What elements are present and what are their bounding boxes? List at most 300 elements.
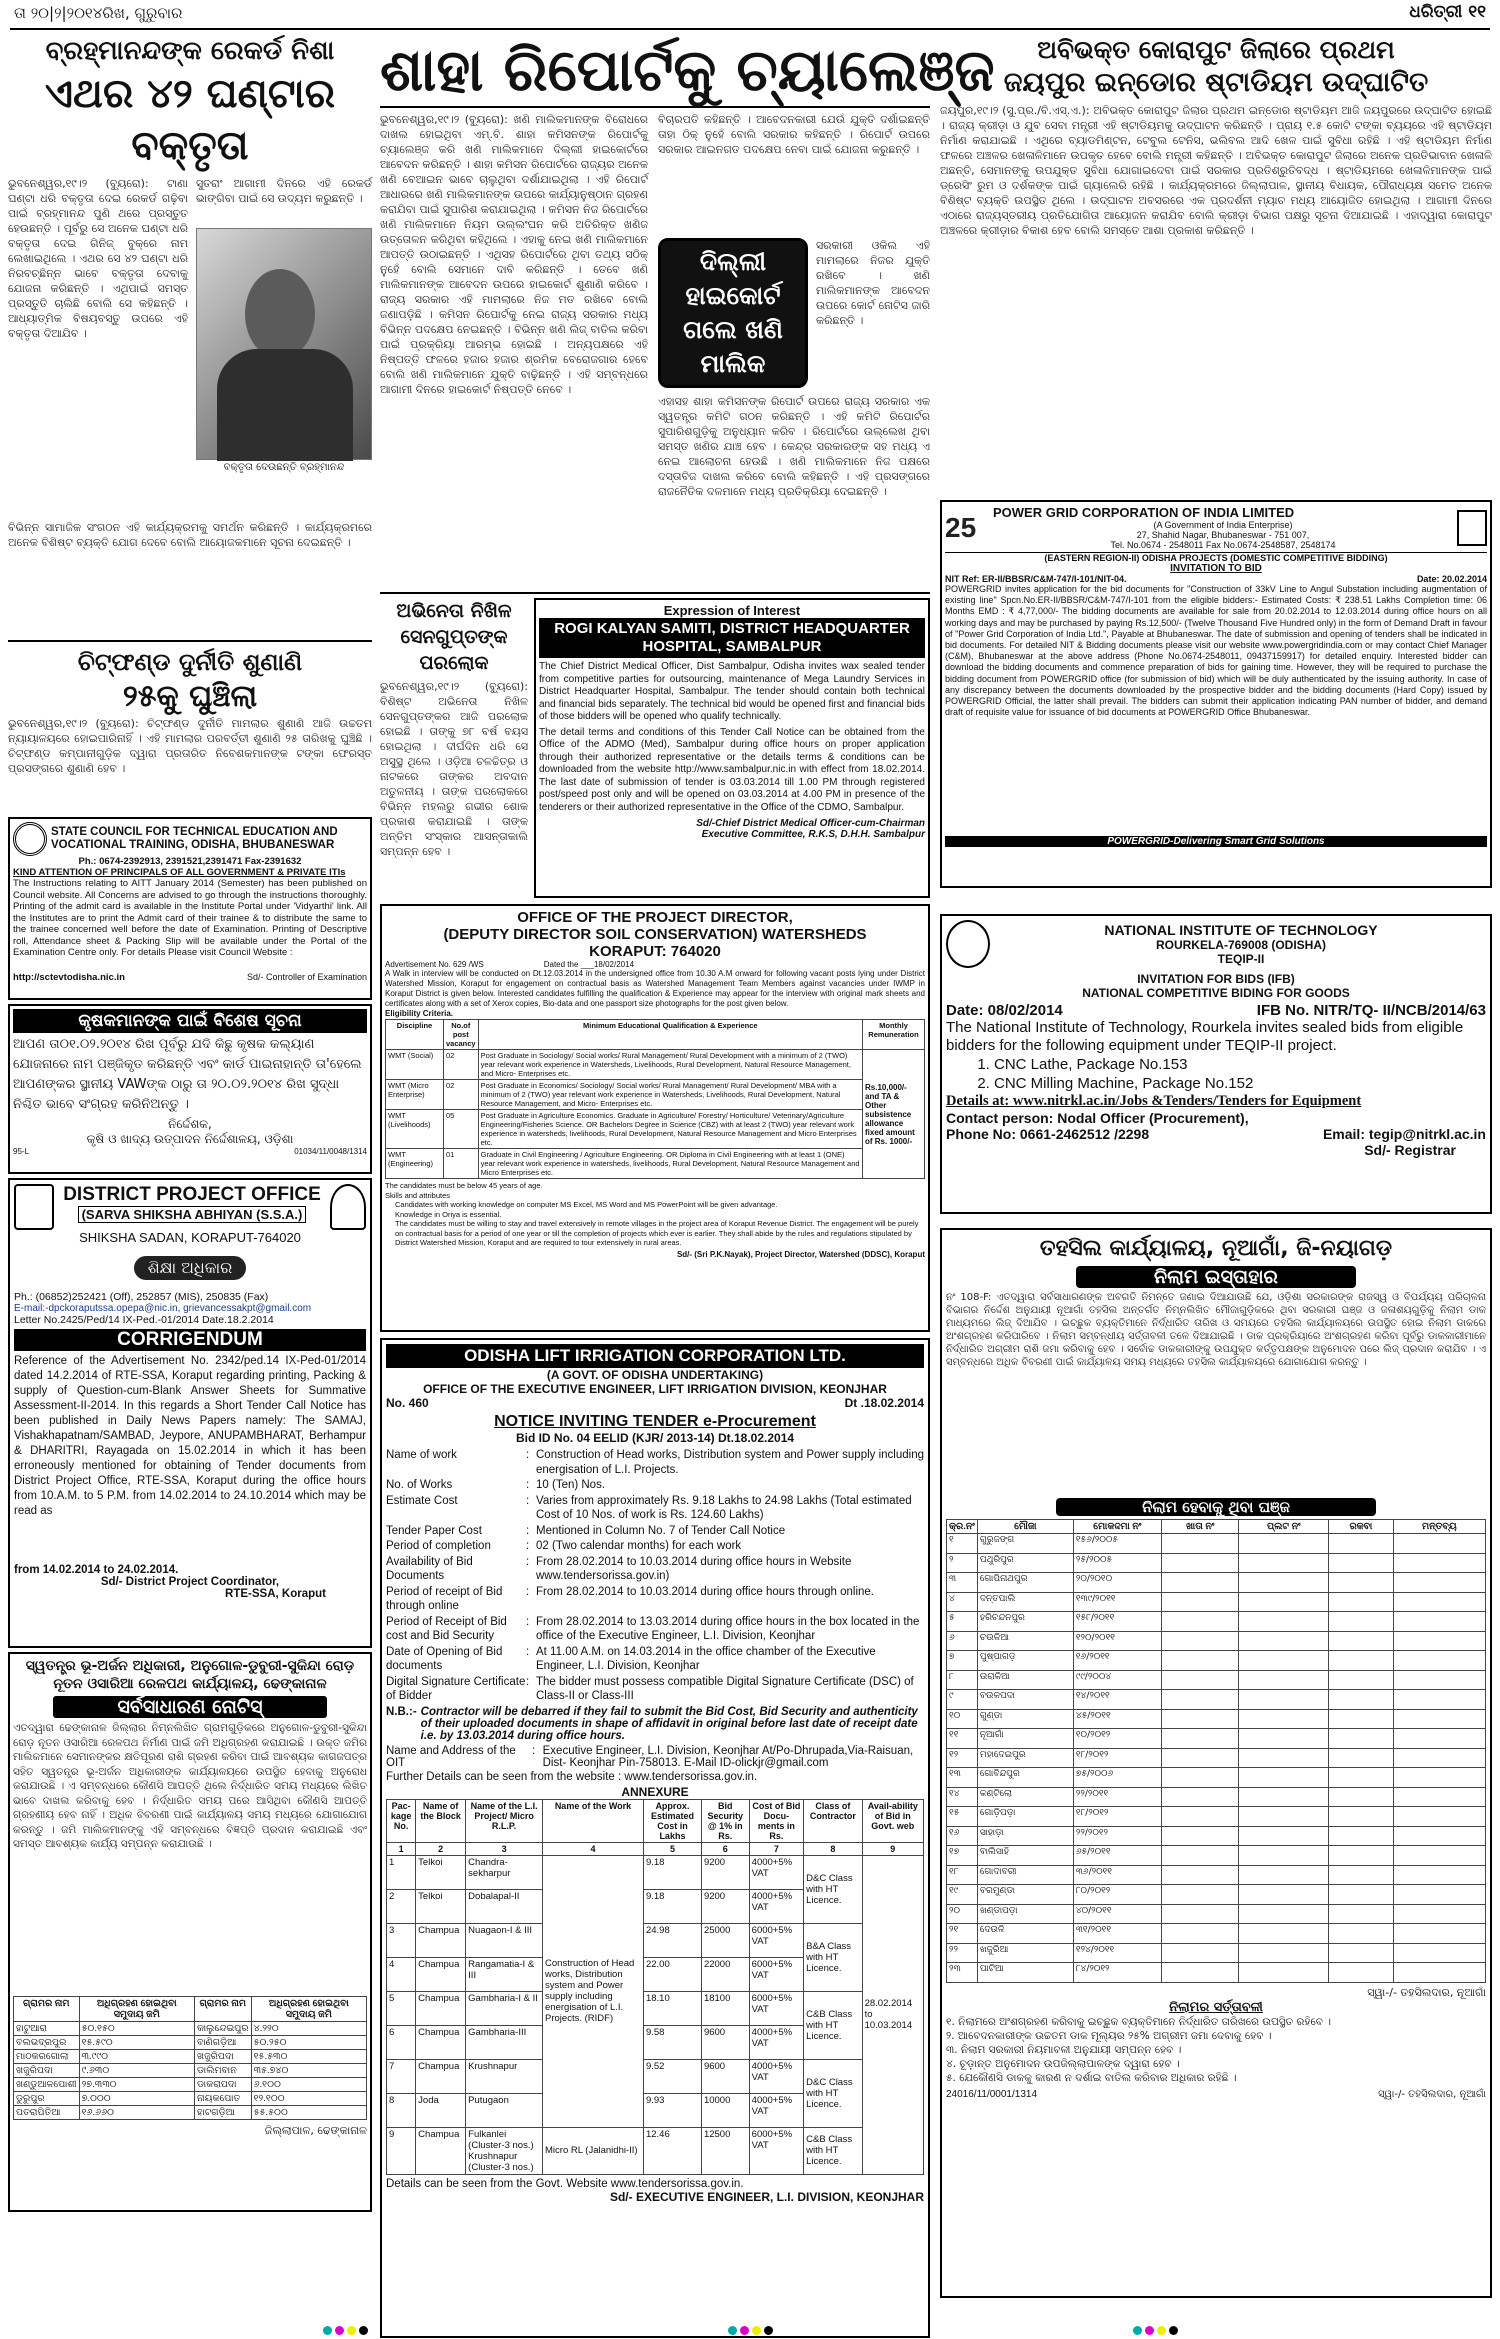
olic-th-num: 7: [749, 1842, 803, 1855]
tahasil-sign2: ସ୍ୱା-/- ତହସିଲଦାର, ନୂଆଗାଁ: [1378, 2088, 1486, 2100]
olic-field-row: [386, 1494, 924, 1523]
olic-field-label: Date of Opening of Bid documents: [386, 1645, 503, 1672]
tahasil-cell: ୬୫/୨୦୧୧: [1073, 1846, 1161, 1866]
land-cell: ଡୁରୁପୁର: [14, 2092, 80, 2106]
nit-sub: ROURKELA-769008 (ODISHA): [1155, 938, 1327, 952]
story-body-3: ବିଭିନ୍ନ ସାମାଜିକ ସଂଗଠନ ଏହି କାର୍ଯ୍ୟକ୍ରମକୁ ସମର୍ଥନ କରିଛନ୍ତି । କାର୍ଯ୍ୟକ୍ରମରେ ଅନେକ ବିଶିଷ୍ଟ ବ୍ୟକ୍ତି ଯୋଗ ଦେବେ ବୋଲି ଆୟୋଜକମାନେ ସୂଚନା ଦେଇଛନ୍ତି ।: [8, 521, 372, 549]
land-cell: ପତରାପିତିଆ: [14, 2106, 80, 2120]
tahasil-cell-empty: [1239, 1904, 1329, 1924]
tahasil-cell: ୨୩: [947, 1963, 978, 1983]
olic-field-row: [386, 1585, 924, 1614]
olic-th: Approx. Estimated Cost in Lakhs: [643, 1799, 701, 1842]
ws-note: Candidates with working knowledge on computer MS Excel, MS Word and MS PowerPoint will be given advantage.: [395, 1200, 778, 1209]
tahasil-cell-empty: [1329, 1592, 1394, 1612]
tahasil-cell-empty: [1161, 1651, 1239, 1671]
tahasil-cell-empty: [1329, 1787, 1394, 1807]
olic-field-sep: :: [526, 1645, 530, 1658]
olic-field-value: 10 (Ten) Nos.: [536, 1479, 606, 1491]
olic-cell: 22.00: [643, 1957, 701, 1991]
ad-rks-sambalpur: [534, 598, 930, 898]
tahasil-cell-empty: [1329, 1612, 1394, 1632]
olic-th-num: 3: [466, 1842, 543, 1855]
olic-cell: Rangamatia-I & III: [466, 1957, 543, 1991]
olic-cell: 22000: [701, 1957, 749, 1991]
tahasil-cell-empty: [1329, 1826, 1394, 1846]
olic-field-sep: :: [526, 1449, 530, 1461]
land-cell: ୫୦.୧୫୦: [79, 2022, 194, 2036]
lead-highlight-text: ଦିଲ୍ଲୀ ହାଇକୋର୍ଟ ଗଲେ ଖଣି ମାଲିକ: [683, 247, 783, 378]
tahasil-cell: ପାଟିଆ: [977, 1963, 1073, 1983]
tahasil-cell: ୯: [947, 1690, 978, 1710]
olic-th: Name of the Work: [543, 1799, 644, 1842]
tahasil-cell: ଦନ୍ତପାଲି: [977, 1592, 1073, 1612]
olic-cell: Champua: [416, 2025, 466, 2059]
olic-cell: Nuagaon-I & III: [466, 1923, 543, 1957]
land-row: [14, 2064, 367, 2078]
tahasil-cell: ସାହାଡ଼ା: [977, 1826, 1073, 1846]
lead-headline: ଶାହା ରିପୋର୍ଟକୁ ଚ୍ୟାଲେଞ୍ଜ: [380, 34, 930, 108]
pgcil-tagline: POWERGRID-Delivering Smart Grid Solutions: [945, 836, 1487, 847]
tahasil-cell-empty: [1393, 1787, 1485, 1807]
olic-row: [387, 1855, 924, 1889]
tahasil-cell: ୧୪/୨୦୧୧: [1073, 1690, 1161, 1710]
ws-th: Minimum Educational Qualification & Experience: [478, 1020, 862, 1050]
ws-note: Skills and attributes: [385, 1190, 451, 1200]
tahasil-cell: ୧୯: [947, 1885, 978, 1905]
olic-cell: Dobalapal-II: [466, 1889, 543, 1923]
land-row: [14, 2050, 367, 2064]
tahasil-cell: ୭୫/୨୦୦୬: [1073, 1768, 1161, 1788]
olic-cell: Champua: [416, 1991, 466, 2025]
pgcil-name: POWER GRID CORPORATION OF INDIA LIMITED: [993, 505, 1295, 520]
tahasil-cell: ୨୨/୨୦୧୨: [1073, 1826, 1161, 1846]
land-row: [14, 2036, 367, 2050]
print-registration-strip: [0, 2326, 1500, 2336]
tahasil-cell-empty: [1393, 1904, 1485, 1924]
land-cell: ୪.୨୨୦: [251, 2022, 366, 2036]
olic-th-num: 6: [701, 1842, 749, 1855]
tahasil-cell: ୩୬/୨୦୧୧: [1073, 1865, 1161, 1885]
tahasil-table: [946, 1519, 1486, 1983]
tahasil-cell: ୨୦: [947, 1904, 978, 1924]
tahasil-cell: ଗୁଣ୍ଡା: [977, 1709, 1073, 1729]
tahasil-cell-empty: [1239, 1826, 1329, 1846]
ws-adv: Advertisement No. 629 /WS: [385, 960, 484, 969]
pgcil-25-logo-icon: 25: [945, 511, 977, 543]
dpo-sub: (SARVA SHIKSHA ABHIYAN (S.S.A.): [78, 1206, 307, 1223]
olic-cell: 9600: [701, 2025, 749, 2059]
ws-cell: 02: [444, 1050, 479, 1080]
tahasil-cell-empty: [1393, 1729, 1485, 1749]
tahasil-body: ନଂ 108-F: ଏତଦ୍ୱାରା ସର୍ବସାଧାରଣଙ୍କ ଅବଗତି ନିମନ୍ତେ ଜଣାଇ ଦିଆଯାଉଛି ଯେ, ଓଡ଼ିଶା ସରକାରଙ୍କ ରାଜସ୍ୱ ଓ ବିପର୍ଯ୍ୟୟ ପରିଚାଳନା ବିଭାଗର ନିର୍ଦ୍ଦେଶ ଅନୁଯାୟୀ ନୂଆଗାଁ ତହସିଲ ଅନ୍ତର୍ଗତ ନିମ୍ନଲିଖିତ ମୌଜାଗୁଡ଼ିକରେ ଥିବା ସରକାରୀ ଘଞ୍ଜ ଓ ଜଳାଶୟଗୁଡ଼ିକୁ ନିଲାମ ଡାକ ମାଧ୍ୟମରେ ଲିଜ୍ ଦିଆଯିବ । ଇଚ୍ଛୁକ ବ୍ୟକ୍ତିମାନେ ନିର୍ଦ୍ଧାରିତ ତାରିଖ ଓ ସମୟରେ ତହସିଲ କାର୍ଯ୍ୟାଳୟରେ ଉପସ୍ଥିତ ହୋଇ ନିଲାମ ଡାକରେ ଅଂଶଗ୍ରହଣ କରିପାରିବେ । ନିଲାମ ସମ୍ବନ୍ଧୀୟ ସର୍ତ୍ତାବଳୀ ତଳେ ଦିଆଯାଇଛି । ଡାକ ପ୍ରକ୍ରିୟାରେ ଅଂଶଗ୍ରହଣ କରିବା ପୂର୍ବରୁ ଡାକକାରୀମାନେ ନିର୍ଦ୍ଧାରିତ ଅଗ୍ରୀମ ରାଶି ଜମା କରିବାକୁ ହେବ । ସର୍ବୋଚ୍ଚ ଡାକକାରୀଙ୍କୁ ଉପଯୁକ୍ତ କର୍ତ୍ତୃପକ୍ଷଙ୍କ ଅନୁମୋଦନ ପରେ ଲିଜ୍ ପ୍ରଦାନ କରାଯିବ । ଏ ସମ୍ବନ୍ଧରେ ଅଧିକ ବିବରଣୀ ପାଇଁ କାର୍ଯ୍ୟାଳୟ ସମୟ ମଧ୍ୟରେ ତହସିଲ କାର୍ଯ୍ୟାଳୟରେ ଯୋଗାଯୋଗ କରନ୍ତୁ ।: [946, 1292, 1486, 1368]
tahasil-cell: ୨୨/୨୦୧୧: [1073, 1787, 1161, 1807]
tahasil-cell-empty: [1329, 1651, 1394, 1671]
ad-farmer-notice: [8, 1004, 372, 1174]
rks-p2: The detail terms and conditions of this Tender Call Notice can be obtained from the Office of the ADMO (Med), Sambalpur during office hours on proper application through their authorized representative or the details terms & conditions can be downloaded from the website http://www.sambalpur.nic.in with effect from 18.02.2014. The last date of submission of tender is 03.03.2014 till 1.00 PM through registered post/speed post only and will be opened on 03.03.2014 at 4.00 PM in presence of the tenderers or their authorized representative in the Office of the CDMO, Sambalpur.: [539, 726, 925, 813]
tahasil-row: [947, 1768, 1486, 1788]
olic-row: [387, 1991, 924, 2025]
olic-cell: 24.98: [643, 1923, 701, 1957]
pgcil-tel: Tel. No.0674 - 2548011 Fax No.0674-2548587, 2548174: [1110, 540, 1336, 550]
olic-cell: Champua: [416, 1923, 466, 1957]
land-cell: ୫୫.୫୦୦: [251, 2106, 366, 2120]
story-body-2: ସୁତରାଂ ଆଗାମୀ ଦିନରେ ଏହି ରେକର୍ଡ ଭାଙ୍ଗିବା ପାଇଁ ସେ ଉଦ୍ୟମ କରୁଛନ୍ତି ।: [196, 177, 372, 205]
nit-date: Date: 08/02/2014: [946, 1002, 1063, 1019]
tahasil-terms: [946, 2015, 1486, 2085]
tahasil-cell: ୧୫୬/୨୦୦୫: [1073, 1534, 1161, 1554]
olic-th: Pac-kage No.: [387, 1799, 416, 1842]
olic-field-value: The bidder must possess compatible Digital Signature Certificate (DSC) of Class-II or Class-III: [536, 1675, 914, 1702]
olic-cell: Champua: [416, 1957, 466, 1991]
tahasil-cell-empty: [1239, 1553, 1329, 1573]
nit-logo-icon: [946, 920, 990, 968]
olic-row: [387, 1923, 924, 1957]
tahasil-cell: ୨: [947, 1553, 978, 1573]
ws-row: [386, 1080, 925, 1110]
tahasil-cell-empty: [1393, 1631, 1485, 1651]
pgcil-itb: INVITATION TO BID: [1170, 563, 1262, 574]
tahasil-cell: ୨୦/୨୦୧୦: [1073, 1573, 1161, 1593]
tahasil-cell-empty: [1239, 1592, 1329, 1612]
tahasil-cell-empty: [1329, 1768, 1394, 1788]
tahasil-row: [947, 1709, 1486, 1729]
tahasil-cell: ହରିଚନ୍ଦନପୁର: [977, 1612, 1073, 1632]
olic-class-cell: D&C Class with HT Licence.: [804, 1855, 862, 1923]
tahasil-th: ରକବା: [1329, 1520, 1394, 1534]
corrigendum-sign2: RTE-SSA, Koraput: [225, 1588, 326, 1600]
tahasil-cell-empty: [1239, 1573, 1329, 1593]
tahasil-cell-empty: [1393, 1885, 1485, 1905]
tahasil-th: କ୍ର.ନଂ: [947, 1520, 978, 1534]
land-row: [14, 2078, 367, 2092]
land-sign: ଜିଲ୍ଲାପାଳ, ଢେଙ୍କାନାଳ: [264, 2124, 367, 2137]
corrigendum-read-as: from 14.02.2014 to 24.02.2014.: [14, 1564, 179, 1576]
ad-nit-rourkela: [940, 914, 1492, 1214]
tahasil-cell: ଚଉଳିଆ: [977, 1631, 1073, 1651]
ws-cell: Post Graduate in Agriculture Economics. Graduate in Agriculture/ Forestry/ Horticulture/ Veterinary/Agriculture Engineering/Fisheries Science. OR Bachelors Degree in Science (CBZ) with at least 2 (TWO) year relevant work experience in watersheds, livelihoods, Rural Development, Natural Resource Management and Micro Enterprises etc.: [478, 1110, 862, 1149]
rks-label: Expression of Interest: [663, 603, 801, 618]
olic-cell: Gambharia-I & II: [466, 1991, 543, 2025]
tahasil-cell: ୮: [947, 1670, 978, 1690]
tahasil-cell-empty: [1329, 1573, 1394, 1593]
tahasil-cell-empty: [1393, 1826, 1485, 1846]
olic-cell: 9.52: [643, 2059, 701, 2093]
story-body: ଭୁବନେଶ୍ୱର,୧୯।୨ (ବ୍ୟୁରୋ): ବିଶିଷ୍ଟ ଅଭିନେତା ନିଖିଳ ସେନଗୁପ୍ତଙ୍କର ଆଜି ପରଲୋକ ହୋଇଛି । ତାଙ୍କୁ ୭୮ ବର୍ଷ ବୟସ ହୋଇଥିଲା । ଦୀର୍ଘଦିନ ଧରି ସେ ଅସୁସ୍ଥ ଥିଲେ । ଓଡ଼ିଆ ଚଳଚ୍ଚିତ୍ର ଓ ନାଟକରେ ତାଙ୍କର ଅବଦାନ ଅତୁଳନୀୟ । ତାଙ୍କ ପରଲୋକରେ ବିଭିନ୍ନ ମହଲରୁ ଗଭୀର ଶୋକ ପ୍ରକାଶ କରାଯାଇଛି । ତାଙ୍କ ଅନ୍ତିମ ସଂସ୍କାର ଆସନ୍ତାକାଲି ସମ୍ପନ୍ନ ହେବ ।: [380, 680, 528, 858]
olic-cell: 6: [387, 2025, 416, 2059]
tahasil-cell: ୯୯/୨୦୦୪: [1073, 1670, 1161, 1690]
olic-cell: 9.93: [643, 2093, 701, 2127]
land-cell: ୧୫.୫୩୦: [251, 2050, 366, 2064]
land-cell: ନାୟକପୋତ: [194, 2092, 251, 2106]
tahasil-th: ମନ୍ତବ୍ୟ: [1393, 1520, 1485, 1534]
olic-cell: 4000+5% VAT: [749, 2059, 803, 2093]
corrigendum-body: Reference of the Advertisement No. 2342/ped.14 IX-Ped-01/2014 dated 14.2.2014 of RTE-SSA, Koraput regarding printing, Packing & supply of Question-cum-Blank Answer Sheets for Summative Assessment-II-2014. In this regards a Short Tender Call Notice has been published in Daily News Papers namely: The SAMAJ, Vishakhapatnam/SAMBAD, Jeypore, ANUPAMBHARAT, Berhampur & DHARITRI, Rayagada on 15.02.2014 in which it has been erroneously mentioned for obtaining of Tender documents from District Project Office, RTE-SSA, Koraput during the office hours from 10.A.M. to 5 P.M. from 14.02.2014 to 24.10.2014 which may be read as: [14, 1355, 366, 1517]
tahasil-cell: ଖଜୁରିଆ: [977, 1943, 1073, 1963]
tahasil-cell-empty: [1239, 1690, 1329, 1710]
olic-th: Bid Security @ 1% in Rs.: [701, 1799, 749, 1842]
rks-sign2: Executive Committee, R.K.S, D.H.H. Sambalpur: [701, 829, 925, 840]
rks-title: ROGI KALYAN SAMITI, DISTRICT HEADQUARTER HOSPITAL, SAMBALPUR: [539, 618, 925, 658]
tahasil-title: ତହସିଲ କାର୍ଯ୍ୟାଳୟ, ନୂଆଗାଁ, ଜି-ନୟାଗଡ଼: [1039, 1236, 1393, 1261]
tahasil-row: [947, 1612, 1486, 1632]
sctevt-phone: Ph.: 0674-2392913, 2391521,2391471 Fax-2391632: [78, 856, 302, 867]
tahasil-row: [947, 1826, 1486, 1846]
tahasil-cell: ବରମୁଣ୍ଡା: [977, 1885, 1073, 1905]
land-cell: ୧୨.୧୦୦: [251, 2092, 366, 2106]
tahasil-cell-empty: [1239, 1924, 1329, 1944]
masthead-page: ଧରିତ୍ରୀ ୧୧: [1409, 2, 1486, 22]
ws-table: [385, 1019, 925, 1179]
tahasil-cell: ୧୩୯/୨୦୧୧: [1073, 1592, 1161, 1612]
dpo-email: E-mail:-dpckoraputssa.opepa@nic.in, grievancessakpt@gmail.com: [14, 1303, 312, 1314]
tahasil-row: [947, 1807, 1486, 1827]
nit-ncb: NATIONAL COMPETITIVE BIDING FOR GOODS: [1082, 986, 1350, 1000]
tahasil-cell-empty: [1393, 1534, 1485, 1554]
story-kicker: ବ୍ରହ୍ମାନନ୍ଦଙ୍କ ରେକର୍ଡ ନିଶା: [45, 36, 335, 66]
olic-field-row: [386, 1539, 924, 1554]
olic-field-label: Period of receipt of Bid through online: [386, 1585, 503, 1612]
olic-cell: 9: [387, 2127, 416, 2174]
tahasil-cell: ୪: [947, 1592, 978, 1612]
story-chitfund: [8, 642, 372, 817]
tahasil-cell-empty: [1329, 1631, 1394, 1651]
tahasil-cell-empty: [1239, 1807, 1329, 1827]
tahasil-cell: ୨୧: [947, 1924, 978, 1944]
tahasil-row: [947, 1534, 1486, 1554]
olic-office: OFFICE OF THE EXECUTIVE ENGINEER, LIFT IRRIGATION DIVISION, KEONJHAR: [423, 1382, 887, 1396]
olic-cell: Joda: [416, 2093, 466, 2127]
tahasil-term: ୩. ନିଲାମ ସରକାରୀ ନିୟମାବଳୀ ଅନୁଯାୟୀ ସମ୍ପନ୍ନ ହେବ ।: [946, 2043, 1182, 2056]
olic-th: Cost of Bid Docu-ments in Rs.: [749, 1799, 803, 1842]
tahasil-cell: ୪୦/୨୦୧୧: [1073, 1904, 1161, 1924]
farmer-notice-sign1: ନିର୍ଦ୍ଦେଶକ,: [168, 1117, 212, 1131]
olic-cell: Chandra-sekharpur: [466, 1855, 543, 1889]
story-body: ଭୁବନେଶ୍ୱର,୧୯।୨ (ବ୍ୟୁରୋ): ଚିଟ୍‌ଫଣ୍ଡ ଦୁର୍ନୀତି ମାମଲାର ଶୁଣାଣି ଆଜି ଉଚ୍ଚତମ ନ୍ୟାୟାଳୟରେ ହୋଇପାରିନାହିଁ । ଏହି ମାମଲାର ପରବର୍ତ୍ତୀ ଶୁଣାଣି ୨୫ ତାରିଖକୁ ଘୁଞ୍ଚିଛି । ଚିଟ୍‌ଫଣ୍ଡ କମ୍ପାନୀଗୁଡ଼ିକ ଦ୍ୱାରା ପ୍ରତାରିତ ନିବେଶକମାନଙ୍କ ଟଙ୍କା ଫେରସ୍ତ ପ୍ରସଙ୍ଗରେ ଶୁଣାଣି ହେବ ।: [8, 717, 372, 775]
ws-note: The candidates must be willing to stay and travel extensively in remote villages in the project area of Koraput Revenue District. The engagement will be purely on contractual basis for a period of one year or till the completion of projects which ever is earlier. They shall abide by the rules and regulations stipulated by District Watershed Mission, Koraput and are required to tour extensively in rural areas.: [395, 1219, 919, 1247]
ws-notes: [385, 1181, 925, 1248]
olic-cell: 12.46: [643, 2127, 701, 2174]
nit-email[interactable]: Email: tegip@nitrkl.ac.in: [1322, 1126, 1486, 1142]
column-left: [8, 34, 372, 2314]
tahasil-cell: ୧୮: [947, 1865, 978, 1885]
olic-cell: 10000: [701, 2093, 749, 2127]
masthead-date: ତା ୨୦|୨|୨୦୧୪ରିଖ, ଗୁରୁବାର: [14, 4, 183, 22]
land-th: ଗ୍ରାମର ନାମ: [194, 1997, 251, 2022]
land-cell: ୧୬.୬୬୦: [79, 2106, 194, 2120]
tahasil-cell: ୪୫/୨୦୧୧: [1073, 1709, 1161, 1729]
tahasil-cell-empty: [1161, 1573, 1239, 1593]
olic-field-value: Varies from approximately Rs. 9.18 Lakhs to 24.98 Lakhs (Total estimated Cost of 10 Nos. of work is Rs. 124.60 Lakhs): [536, 1494, 912, 1521]
tahasil-cell-empty: [1393, 1553, 1485, 1573]
olic-field-sep: :: [526, 1555, 530, 1568]
olic-cell: 12500: [701, 2127, 749, 2174]
tahasil-cell: ୧୦/୨୦୧୨: [1073, 1729, 1161, 1749]
nit-ifbno: IFB No. NITR/TQ- II/NCB/2014/63: [1256, 1002, 1486, 1019]
land-cell: ଖଜୁରିପଦା: [14, 2064, 80, 2078]
land-cell: ଡାକରାପଦା: [194, 2078, 251, 2092]
tahasil-cell: କଣ୍ଟିଲୋ: [977, 1787, 1073, 1807]
ws-th: Discipline: [386, 1020, 444, 1050]
olic-th: Class of Contractor: [804, 1799, 862, 1842]
olic-field-row: [386, 1524, 924, 1539]
olic-field-label: Period of Receipt of Bid cost and Bid Security: [386, 1615, 507, 1642]
land-cell: ୧୫.୫୯୦: [79, 2036, 194, 2050]
olic-dt: Dt .18.02.2014: [844, 1396, 924, 1410]
tahasil-cell-empty: [1239, 1670, 1329, 1690]
olic-cell: Telkoi: [416, 1855, 466, 1889]
ws-cell: WMT (Micro Enterprise): [386, 1080, 444, 1110]
nit-item: 2. CNC Milling Machine, Package No.152: [994, 1074, 1486, 1093]
olic-work-cell: Construction of Head works, Distribution system and Power supply including energisation of L.I. Projects. (RIDF): [543, 1855, 644, 2127]
land-cell: ଡାଲିମବାନ: [194, 2064, 251, 2078]
tahasil-cell-empty: [1329, 1670, 1394, 1690]
tahasil-cell-empty: [1329, 1729, 1394, 1749]
photo-caption: ବକ୍ତୃତା ଦେଉଛନ୍ତି ବ୍ରହ୍ମାନନ୍ଦ: [223, 462, 345, 473]
olic-cell: 9200: [701, 1889, 749, 1923]
nit-body: The National Institute of Technology, Rourkela invites sealed bids from eligible bidders for the following equipment under TEQIP-II project.: [946, 1019, 1464, 1054]
story-kicker: ଅବିଭକ୍ତ କୋରାପୁଟ ଜିଲାରେ ପ୍ରଥମ: [1037, 35, 1395, 64]
ws-t2: (DEPUTY DIRECTOR SOIL CONSERVATION) WATERSHEDS: [443, 926, 867, 943]
tahasil-sign: ସ୍ୱା-/- ତହସିଲଦାର, ନୂଆଗାଁ: [1367, 1985, 1486, 1999]
olic-fields: [386, 1448, 924, 1704]
rks-sign1: Sd/-Chief District Medical Officer-cum-Chairman: [696, 818, 925, 829]
olic-field-label: Tender Paper Cost: [386, 1524, 482, 1537]
tahasil-cell: ୧୩: [947, 1768, 978, 1788]
olic-cell: 18.10: [643, 1991, 701, 2025]
tahasil-cell-empty: [1239, 1865, 1329, 1885]
land-cell: ୭.୦୦୦: [79, 2092, 194, 2106]
ws-cell: 05: [444, 1110, 479, 1149]
olic-sign: Sd/- EXECUTIVE ENGINEER, L.I. DIVISION, KEONJHAR: [609, 2189, 924, 2204]
tahasil-cell-empty: [1161, 1534, 1239, 1554]
tahasil-row: [947, 1885, 1486, 1905]
olic-cell: 2: [387, 1889, 416, 1923]
tahasil-th: ପ୍ଲଟ ନଂ: [1239, 1520, 1329, 1534]
dpo-address: SHIKSHA SADAN, KORAPUT-764020: [79, 1230, 301, 1245]
tahasil-cell: ୧: [947, 1534, 978, 1554]
olic-cell: 25000: [701, 1923, 749, 1957]
sctevt-url[interactable]: http://sctevtodisha.nic.in: [13, 972, 125, 983]
tahasil-cell: ୮୪/୨୦୧୨: [1073, 1963, 1161, 1983]
tahasil-row: [947, 1943, 1486, 1963]
tahasil-cell-empty: [1161, 1768, 1239, 1788]
olic-cell: 9.18: [643, 1889, 701, 1923]
tahasil-term: ୫. ଯେକୌଣସି ଡାକକୁ କାରଣ ନ ଦର୍ଶାଇ ବାତିଲ କରିବାର ଅଧିକାର ରହିଛି ।: [946, 2071, 1237, 2084]
tahasil-cell: ୬: [947, 1631, 978, 1651]
tahasil-cell: ୧୧: [947, 1729, 978, 1749]
column-right: [940, 34, 1492, 2314]
olic-sub: (A GOVT. OF ODISHA UNDERTAKING): [546, 1368, 764, 1382]
tahasil-cell-empty: [1329, 1885, 1394, 1905]
olic-field-sep: :: [526, 1585, 530, 1598]
lead-body-2: ବିଚାରପତି କହିଛନ୍ତି । ଆବେଦନକାରୀ ଯେଉଁ ଯୁକ୍ତି ଦର୍ଶାଇଛନ୍ତି ତାହା ଠିକ୍ ନୁହେଁ ବୋଲି ସରକାର କହିଛନ୍ତି । ରିପୋର୍ଟ ଉପରେ ସରକାର ଆଇନଗତ ପଦକ୍ଷେପ ନେବା ପାଇଁ ଯୋଜନା କରୁଛନ୍ତି ।: [658, 113, 930, 156]
land-cell: ଖଣ୍ଡୁଆଳପୋଶୀ: [14, 2078, 80, 2092]
tahasil-cell-empty: [1329, 1748, 1394, 1768]
pgcil-nit: NIT Ref: ER-II/BBSR/C&M-747/I-101/NIT-04.: [945, 574, 1127, 584]
pgcil-addr: 27, Shahid Nagar, Bhubaneswar - 751 007,: [1136, 530, 1310, 540]
tahasil-row: [947, 1924, 1486, 1944]
tahasil-cell-empty: [1239, 1651, 1329, 1671]
ws-row: [386, 1149, 925, 1179]
tahasil-row: [947, 1904, 1486, 1924]
tahasil-terms-title: ନିଲାମର ସର୍ତ୍ତାବଳୀ: [1169, 1999, 1263, 2015]
tahasil-row: [947, 1631, 1486, 1651]
olic-addr: Executive Engineer, L.I. Division, Keonjhar At/Po-Dhrupada,Via-Raisuan, Dist- Keonjhar Pin-758013. E-Mail ID-olickjr@gmail.com: [542, 1744, 914, 1769]
story-nikhil: [380, 598, 528, 898]
tahasil-cell-empty: [1329, 1846, 1394, 1866]
dpo-title: DISTRICT PROJECT OFFICE: [63, 1184, 321, 1205]
tahasil-cell-empty: [1239, 1885, 1329, 1905]
tahasil-cell: ବାଲିସାହି: [977, 1846, 1073, 1866]
tahasil-cell-empty: [1329, 1807, 1394, 1827]
ws-pay-cell: Rs.10,000/- and TA & Other subsistence allowance fixed amount of Rs. 1000/-: [863, 1050, 925, 1179]
tahasil-cell-empty: [1393, 1573, 1485, 1593]
corrigendum-sign1: Sd/- District Project Coordinator,: [100, 1576, 280, 1588]
sctevt-body: The Instructions relating to AITT January 2014 (Semester) has been published on Council website. All Concerns are advised to go through the instructions thoroughly. Printing of the admit card is available in the Institute Portal under 'Vidyarthi' link. All the Institutes are to print the Admit card of their trainee & to distribute the same to the trainee concerned well before the date of Examination. Printing of Descriptive roll, Attendance sheet & Packing Slip will be available under the Portal of the Examination Centre only. For details Please visit Council Website :: [13, 878, 367, 958]
tahasil-cell: ନୂଆଗାଁ: [977, 1729, 1073, 1749]
olic-th: Avail-ability of Bid in Govt. web: [862, 1799, 923, 1842]
nit-item: 1. CNC Lathe, Package No.153: [994, 1055, 1486, 1074]
olic-field-row: [386, 1478, 924, 1493]
olic-cell: 6000+5% VAT: [749, 1923, 803, 1957]
pgcil-date: Date: 20.02.2014: [1416, 574, 1487, 584]
tahasil-cell: ପଥୁରିପୁର: [977, 1553, 1073, 1573]
story-headline: ଏଥର ୪୨ ଘଣ୍ଟାର ବକ୍ତୃତା: [44, 71, 336, 169]
sctevt-title: STATE COUNCIL FOR TECHNICAL EDUCATION AND VOCATIONAL TRAINING, ODISHA, BHUBANESWAR: [51, 826, 338, 851]
tahasil-cell-empty: [1161, 1670, 1239, 1690]
tahasil-cell: ୧୪: [947, 1787, 978, 1807]
tahasil-cell: ୩୧/୨୦୧୧: [1073, 1924, 1161, 1944]
tahasil-cell-empty: [1393, 1807, 1485, 1827]
ws-cell: WMT (Engineering): [386, 1149, 444, 1179]
land-row: [14, 2092, 367, 2106]
olic-field-value: Construction of Head works, Distribution system and Power supply including energisation of L.I. Projects.: [536, 1449, 924, 1476]
olic-nb-label: N.B.:-: [386, 1705, 417, 1718]
tahasil-cell-empty: [1239, 1612, 1329, 1632]
olic-cell: 18100: [701, 1991, 749, 2025]
tahasil-cell-empty: [1161, 1553, 1239, 1573]
tahasil-cell-empty: [1161, 1807, 1239, 1827]
tahasil-cell-empty: [1161, 1943, 1239, 1963]
tahasil-cell-empty: [1161, 1729, 1239, 1749]
tahasil-cell: ୫: [947, 1612, 978, 1632]
land-cell: ୯.୬୩୦: [79, 2064, 194, 2078]
land-cell: ହାଟଗଡ଼ିଆ: [194, 2106, 251, 2120]
olic-cell: 9.18: [643, 1855, 701, 1889]
tahasil-cell: ୧୨: [947, 1748, 978, 1768]
ws-row: [386, 1110, 925, 1149]
nit-details[interactable]: Details at: www.nitrkl.ac.in/Jobs &Tenders/Tenders for Equipment: [946, 1093, 1362, 1109]
olic-cell: Putugaon: [466, 2093, 543, 2127]
olic-header-row: [387, 1799, 924, 1842]
masthead-rule: [10, 28, 1490, 30]
olic-th-num: 9: [862, 1842, 923, 1855]
ad-olic-keonjhar: ODISHA LIFT IRRIGATION CORPORATION LTD. (A GOVT. OF ODISHA UNDERTAKING) OFFICE OF THE EXECUTIVE ENGINEER, LIFT IRRIGATION DIVISION, KEONJHAR No. 460 Dt .18.02.2014 NOTICE INVITING TENDER e-Procurement Bid ID No. 04 EELID (KJR/ 2013-14) Dt.18.02.2014 Name of work : Construction of Head works, Distribution system and Power supply including energisation of L.I. Projects. No. of Works : 10 (Ten) Nos. Estimate Cost : Varies from approximately Rs. 9.18 Lakhs to 24.98 Lakhs (Total estimated Cost of 10 Nos. of work is Rs. 124.60 Lakhs) Tender Paper Cost : Mentioned in Column No. 7 of Tender Call Notice Period of completion : 02 (Two calendar months) for each work Availability of Bid Documents : From 28.02.2014 to 10.03.2014 during office hours in Website www.tendersorissa.gov.in) Period of receipt of Bid through online : From 28.02.2014 to 10.03.2014 during office hours through online. Period of Receipt of Bid cost and Bid Security : From 28.02.2014 to 13.03.2014 during office hours in the box located in the office of the Executive Engineer, L.I. Division, Keonjhar Date of Opening of Bid documents : At 11.00 A.M. on 14.03.2014 in the office chamber of the Executive Engineer, L.I. Division, Keonjhar Digital Signature Certificate of Bidder : The bidder must possess compatible Digital Signature Certificate (DSC) of Class-II or Class-III N.B.:- Contractor will be debarred if they fail to submit the Bid Cost, Bid Security and authenticity of their uploaded documents in shape of affidavit in original before last date of receipt date i.e. by 13.03.2014 during office hours. Name and Address of the OIT : Executive Engineer, L.I. Division, Keonjhar At/Po-Dhrupada,Via-Raisuan, Dist- Keonjhar Pin-758013. E-Mail ID-olickjr@gmail.com Further Details can be seen from the website : www.tendersorissa.gov.in. ANNEXURE Pac-kage No. Name of the Block Name of the L.I. Project/ Micro R.L.P. Name of the Work Approx. Estimated Cost in Lakhs Bid Security @ 1% in Rs. Cost of Bid Docu-ments in Rs. Class of Contractor Avail-ability of Bid in Govt. web 1 2 3 4 5 6 7 8 9 1 Telkoi Chandra-sekharpur Construction of Head works, Distribution system and Power supply including energisation of L.I. Projects. (RIDF) 9.18 9200 4000+5% VAT D&C Class with HT Licence. 28.02.2014 to 10.03.2014 2 Telkoi Dobalapal-II 9.18 9200 4000+5% VAT 3 Champua Nuagaon-I & III 24.98 25000 6000+5% VAT B&A Class with HT Licence. 4 Champua Rangamatia-I & III 22.00 22000 6000+5% VAT 5 Champua Gambharia-I & II 18.10 18100 6000+5% VAT C&B Class with HT Licence. 6 Champua Gambharia-III 9.58 9600 4000+5% VAT 7 Champua Krushnapur 9.52 9600 4000+5% VAT D&C Class with HT Licence. 8 Joda Putugaon 9.93 10000 4000+5% VAT 9 Champua Fulkanlei (Cluster-3 nos.) Krushnapur (Cluster-3 nos.) Micro RL (Jalanidhi-II) 12.46 12500 6000+5% VAT C&B Class with HT Licence. Details can be seen from the Govt. Website www.tendersorissa.gov.in. Sd/- EXECUTIVE ENGINEER, L.I. DIVISION, KEONJHAR: [380, 1338, 930, 2338]
tahasil-cell-empty: [1161, 1709, 1239, 1729]
tahasil-cell-empty: [1239, 1534, 1329, 1554]
farmer-notice-sign2: କୃଷି ଓ ଖାଦ୍ୟ ଉତ୍ପାଦନ ନିର୍ଦ୍ଦେଶାଳୟ, ଓଡ଼ିଶା: [86, 1132, 294, 1146]
olic-cell: Champua: [416, 2127, 466, 2174]
tahasil-cell-empty: [1161, 1924, 1239, 1944]
olic-th-num: 2: [416, 1842, 466, 1855]
tahasil-cell: ଗୋଡ଼ିପଡ଼ା: [977, 1807, 1073, 1827]
story-body: ଭୁବନେଶ୍ୱର,୧୯।୨ (ବ୍ୟୁରୋ): ଟାଣା ଘଣ୍ଟା ଧରି ବକ୍ତୃତା ଦେଇ ରେକର୍ଡ ଗଢ଼ିବା ପାଇଁ ବ୍ରହ୍ମାନନ୍ଦ ପୁଣି ଥରେ ପ୍ରସ୍ତୁତ ହେଉଛନ୍ତି । ପୂର୍ବରୁ ସେ ଅନେକ ଘଣ୍ଟା ଧରି ବକ୍ତୃତା ଦେଇ ଗିନିଜ୍ ବୁକ୍‌ରେ ନାମ ଲେଖାଇଥିଲେ । ଏଥର ସେ ୪୨ ଘଣ୍ଟା ଧରି ନିରବଚ୍ଛିନ୍ନ ଭାବେ ବକ୍ତୃତା ଦେବାକୁ ଯୋଜନା କରିଛନ୍ତି । ଏଥିପାଇଁ ସମସ୍ତ ପ୍ରସ୍ତୁତି ଚାଲିଛି ବୋଲି ସେ କହିଛନ୍ତି । ଆଧ୍ୟାତ୍ମିକ ବିଷୟବସ୍ତୁ ଉପରେ ଏହି ବକ୍ତୃତା ଦିଆଯିବ ।: [8, 177, 188, 340]
tahasil-cell-empty: [1161, 1826, 1239, 1846]
olic-cell: 9.58: [643, 2025, 701, 2059]
tahasil-cell-empty: [1393, 1865, 1485, 1885]
tahasil-row: [947, 1865, 1486, 1885]
tahasil-cell-empty: [1329, 1963, 1394, 1983]
